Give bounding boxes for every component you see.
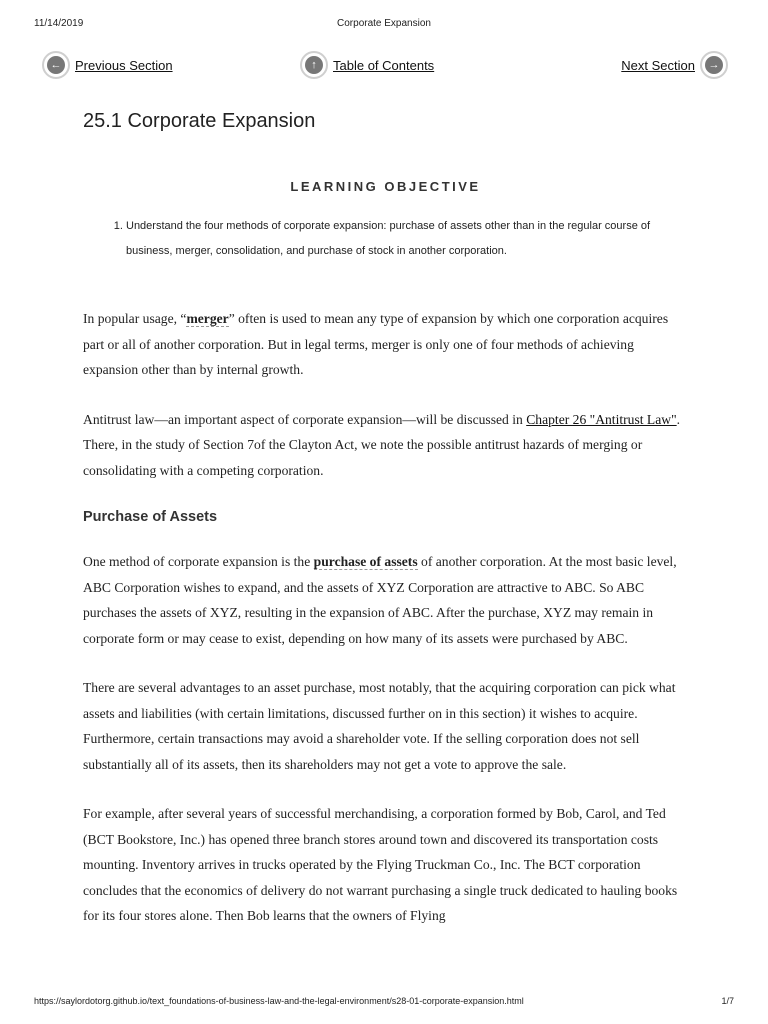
print-page-number: 1/7 [721,996,734,1006]
next-section-link[interactable] [621,48,728,82]
chapter-26-link[interactable]: Chapter 26 "Antitrust Law" [526,411,677,427]
print-date: 11/14/2019 [34,18,84,29]
table-of-contents-link[interactable] [300,48,434,82]
learning-objective-item: 1. Understand the four methods of corporate expansion: purchase of assets other than in the regular course of business, merger, consolidation, and purchase of stock in another corporation. [126,214,688,264]
print-footer [34,996,734,1010]
next-section-label[interactable]: Next Section [621,57,695,73]
glossary-term-purchase-of-assets[interactable]: purchase of assets [313,554,418,569]
paragraph-merger-usage: In popular usage, “merger” often is used to mean any type of expansion by which one corporation acquires part or all of another corporation. But in legal terms, merger is only one of four methods of achieving expansion other than by internal growth. [83,311,669,377]
section-navigation [40,48,728,82]
learning-objective-heading: LEARNING OBJECTIVE [290,179,481,194]
arrow-up-icon[interactable]: ↑ [300,51,328,79]
page-title: 25.1 Corporate Expansion [83,110,316,132]
previous-section-link[interactable] [42,48,173,82]
glossary-term-merger[interactable]: merger [186,311,229,326]
paragraph-purchase-of-assets: One method of corporate expansion is the purchase of assets of another corporation. At the most basic level, ABC Corporation wishes to expand, and the assets of XYZ Corporation are attractive to ABC. So ABC purchases the assets of XYZ, resulting in the expansion of ABC. After the purchase, XYZ may remain in corporate form or may cease to exist, depending on how many of its assets were purchased by ABC. [83,554,677,646]
main-content [83,110,688,929]
arrow-right-icon[interactable]: → [700,51,728,79]
paragraph-example: For example, after several years of successful merchandising, a corporation formed by Bob, Carol, and Ted (BCT Bookstore, Inc.) has opened three branch stores around town and discovered its transportation costs mounting. Inventory arrives in trucks operated by the Flying Truckman Co., Inc. The BCT corporation concludes that the economics of delivery do not warrant purchasing a single truck dedicated to hauling books for its four stores alone. Then Bob learns that the owners of Flying [83,806,678,923]
subheading-purchase-of-assets: Purchase of Assets [83,509,218,525]
paragraph-advantages: There are several advantages to an asset purchase, most notably, that the acquiring corporation can pick what assets and liabilities (with certain limitations, discussed further on in this section) it wishes to acquire. Furthermore, certain transactions may avoid a shareholder vote. If the selling corporation does not sell substantially all of its assets, then its shareholders may not get a vote to approve the sale. [83,680,676,772]
print-header [34,18,734,32]
table-of-contents-label[interactable]: Table of Contents [333,57,435,73]
paragraph-antitrust: Antitrust law—an important aspect of corporate expansion—will be discussed in Chapter 26 "Antitrust Law". There, in the study of Section 7of the Clayton Act, we note the possible antitrust hazards of merging or consolidating with a competing corporation. [83,411,681,478]
print-title: Corporate Expansion [337,18,431,29]
learning-objective-list [83,214,688,264]
print-url: https://saylordotorg.github.io/text_foundations-of-business-law-and-the-legal-environment/s28-01-corporate-expansion.html [34,996,524,1006]
previous-section-label[interactable]: Previous Section [75,57,173,73]
arrow-left-icon[interactable]: ← [42,51,70,79]
